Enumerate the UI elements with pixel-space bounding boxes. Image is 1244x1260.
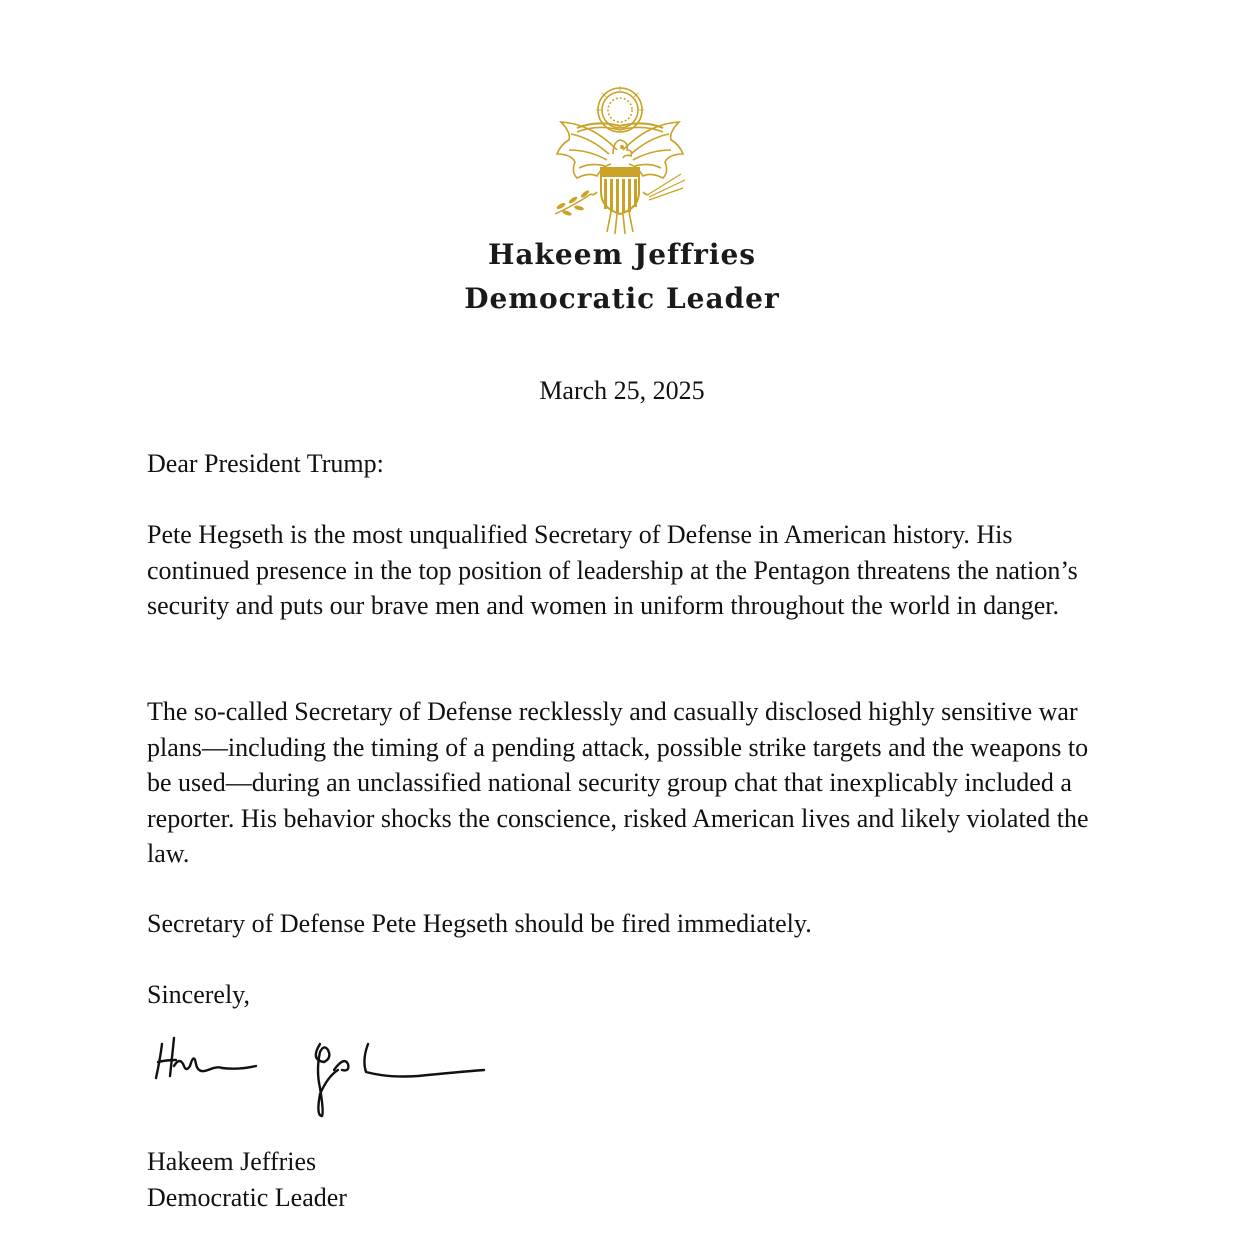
letterhead-name: Hakeem Jeffries xyxy=(487,238,757,271)
letter-date: March 25, 2025 xyxy=(539,376,705,405)
letterhead xyxy=(0,0,1244,340)
paragraph-3: Secretary of Defense Pete Hegseth should be fired immediately. xyxy=(147,909,812,938)
signatory-title: Democratic Leader xyxy=(147,1183,347,1212)
signatory-name: Hakeem Jeffries xyxy=(147,1147,317,1176)
closing: Sincerely, xyxy=(147,980,250,1009)
letterhead-title: Democratic Leader xyxy=(464,282,780,315)
salutation: Dear President Trump: xyxy=(147,449,384,478)
handwritten-signature xyxy=(148,1030,493,1125)
great-seal-eagle-icon xyxy=(547,84,693,236)
paragraph-1: Pete Hegseth is the most unqualified Secretary of Defense in American history. His continued presence in the top position of leadership at the Pentagon threatens the nation’s security and puts our brave men and women in uniform throughout the world in danger. xyxy=(147,520,1078,620)
paragraph-2: The so-called Secretary of Defense recklessly and casually disclosed highly sensitive war plans—including the timing of a pending attack, possible strike targets and the weapons to be used—during an unclassified national security group chat that inexplicably included a reporter. His behavior shocks the conscience, risked American lives and likely violated the law. xyxy=(147,697,1089,868)
